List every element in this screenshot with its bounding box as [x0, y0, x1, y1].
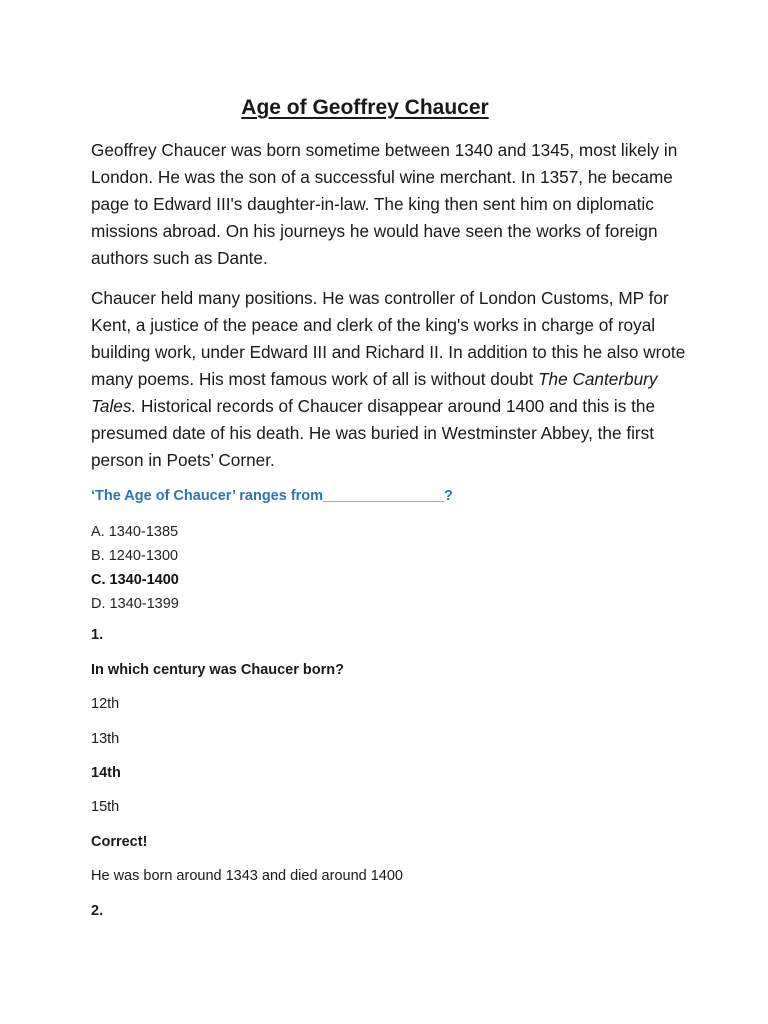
option-c: C. 1340-1400	[91, 572, 179, 588]
answer-explanation: He was born around 1343 and died around 1400	[91, 868, 403, 884]
option-d: D. 1340-1399	[91, 596, 179, 612]
positions-text-after: Historical records of Chaucer disappear around 1400 and this is the presumed date of his death. He was buried in Westminster Abbey, the first person in Poets’ Corner.	[91, 396, 656, 470]
page-title: Age of Geoffrey Chaucer	[241, 96, 489, 119]
positions-text-before: Chaucer held many positions. He was controller of London Customs, MP for Kent, a justice of the peace and clerk of the king's works in charge of royal building work, under Edward III and Richard II. In addition to this he also wrote many poems. His most famous work of all is without doubt	[91, 288, 686, 389]
answer-14th: 14th	[91, 765, 121, 781]
question-2-number: 2.	[91, 903, 104, 919]
question-1-number: 1.	[91, 627, 104, 643]
answer-options	[91, 520, 179, 616]
answer-13th: 13th	[91, 731, 120, 747]
intro-paragraph: Geoffrey Chaucer was born sometime between 1340 and 1345, most likely in London. He was the son of a successful wine merchant. In 1357, he became page to Edward III's daughter-in-law. The king then sent him on diplomatic missions abroad. On his journeys he would have seen the works of foreign authors such as Dante.	[91, 140, 678, 268]
positions-paragraph	[91, 285, 691, 474]
quiz-question-link[interactable]: ‘The Age of Chaucer’ ranges from_______________?	[91, 488, 453, 504]
option-b: B. 1240-1300	[91, 548, 179, 564]
canterbury-tales-title: The Canterbury Tales.	[91, 369, 658, 416]
feedback-correct: Correct!	[91, 834, 148, 850]
option-a: A. 1340-1385	[91, 524, 179, 540]
question-1-text: In which century was Chaucer born?	[91, 662, 344, 678]
answer-15th: 15th	[91, 799, 120, 815]
answer-12th: 12th	[91, 696, 120, 712]
